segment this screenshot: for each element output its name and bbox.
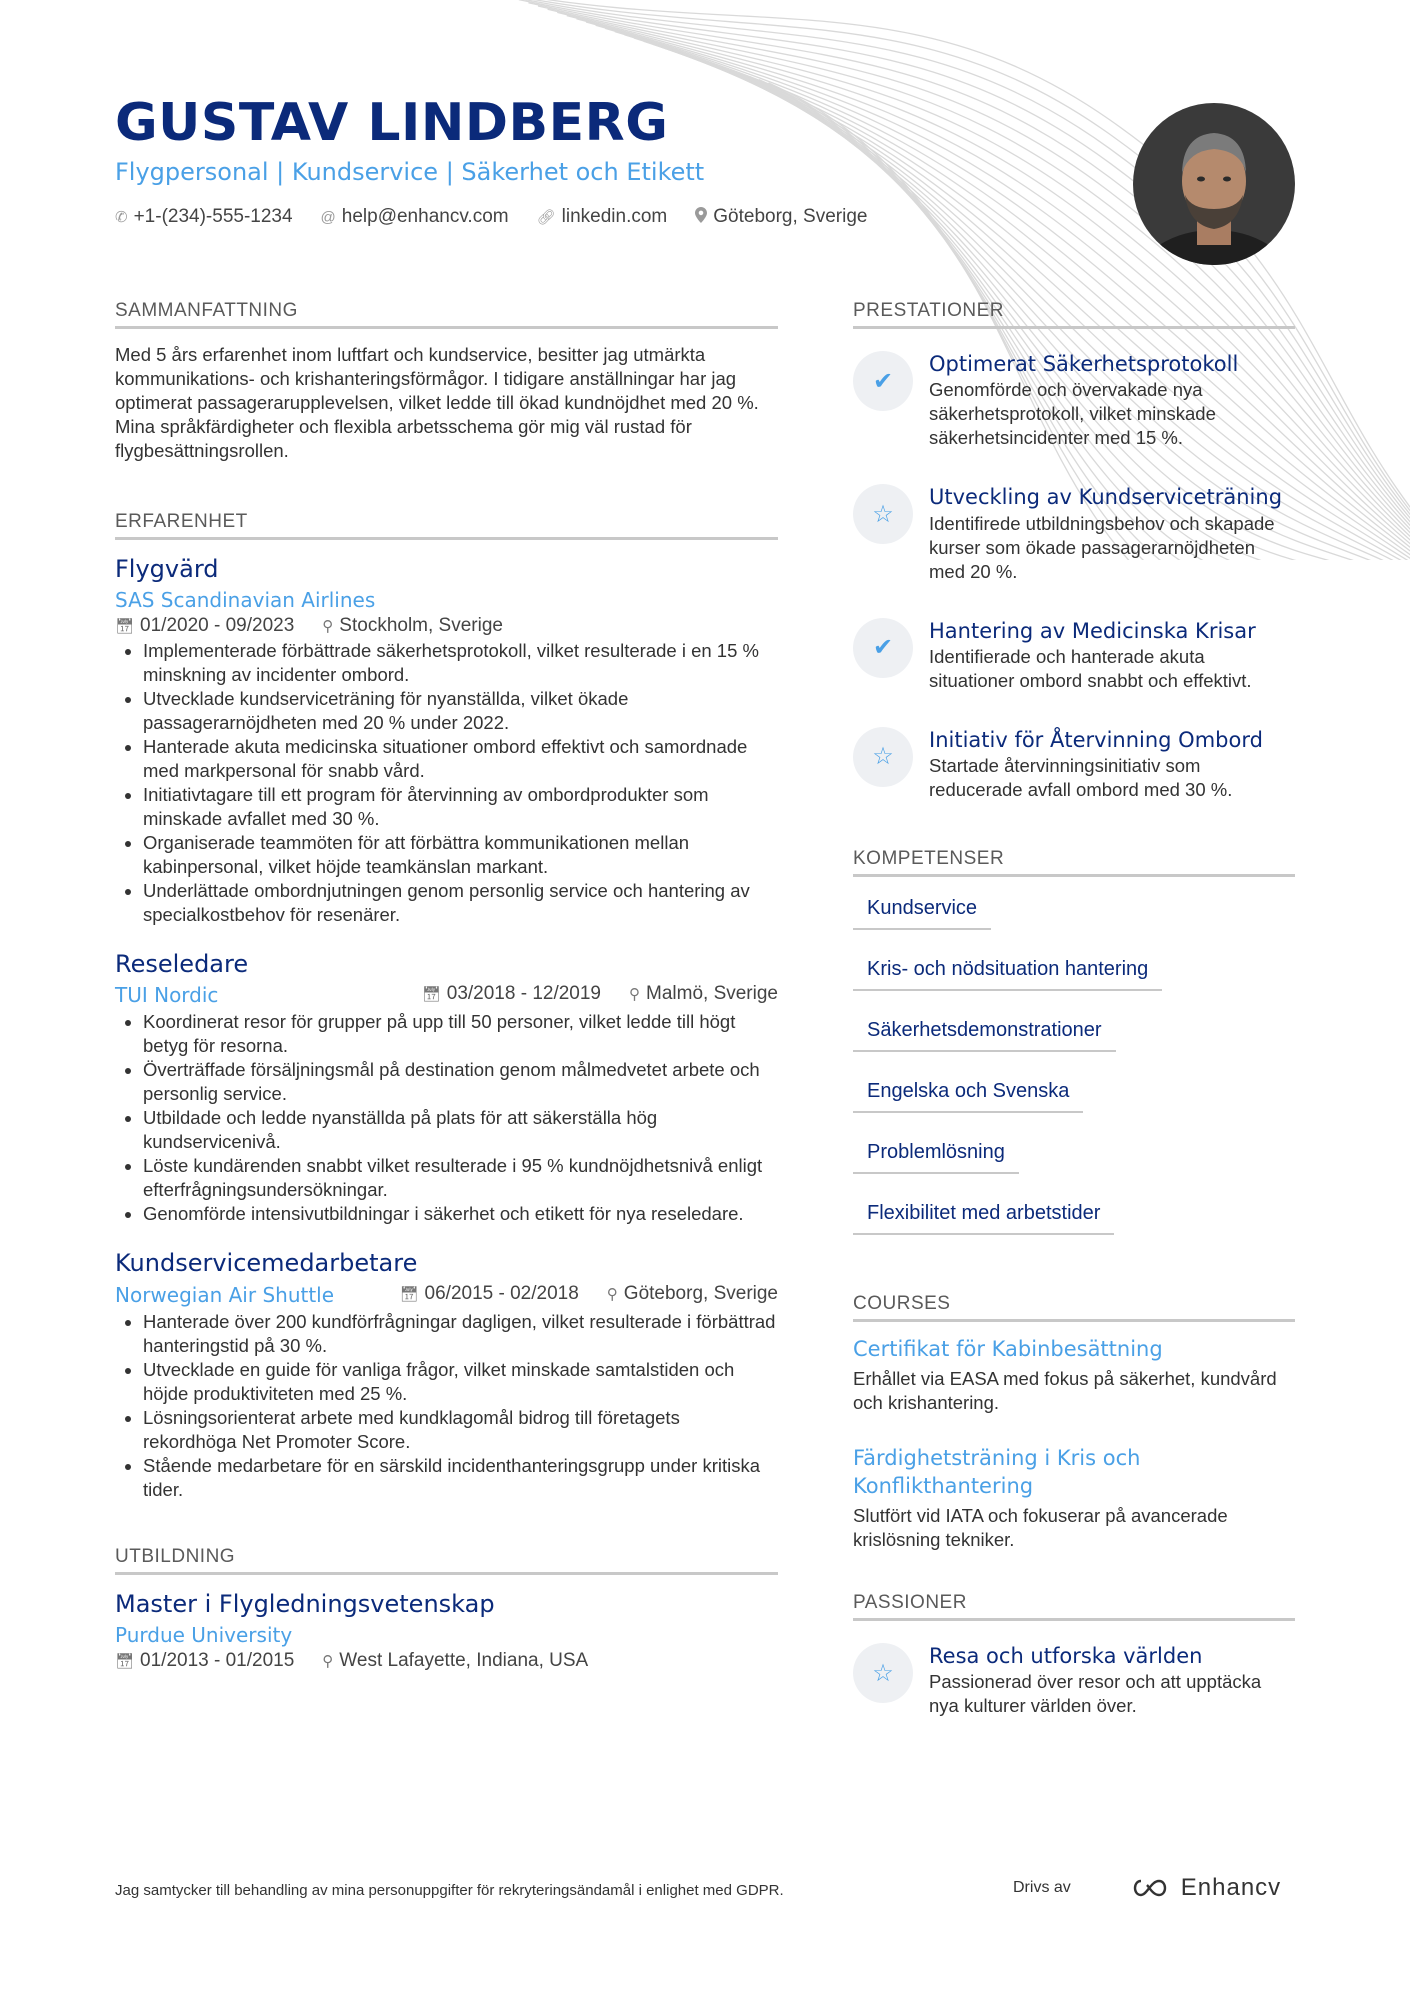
education-meta	[115, 1650, 778, 1672]
job-bullet: • Hanterade akuta medicinska situationer ombord effektivt och samordnade med markpersonal för snabb vård.	[143, 735, 778, 783]
job-dates-text: 03/2018 - 12/2019	[446, 983, 601, 1005]
enhancv-logo[interactable]	[1129, 1874, 1281, 1902]
section-title-passions: PASSIONER	[853, 1592, 1295, 1621]
education-location-text: West Lafayette, Indiana, USA	[339, 1649, 589, 1671]
job-bullet: • Genomförde intensivutbildningar i säkerhet och etikett för nya reseledare.	[143, 1202, 778, 1226]
skill-tag: Kundservice	[853, 891, 991, 930]
footer-consent: Jag samtycker till behandling av mina personuppgifter för rekryteringsändamål i enlighet med GDPR.	[115, 1882, 784, 1899]
job-bullet: • Hanterade över 200 kundförfrågningar dagligen, vilket resulterade i förbättrad hanteringstid på 30 %.	[143, 1310, 778, 1358]
location-pin-icon: ⚲	[322, 618, 334, 636]
education-location	[322, 1650, 588, 1672]
achievement-item	[853, 484, 1295, 583]
job-bullet: • Utbildade och ledde nyanställda på plats för att säkerställa hög kundservicenivå.	[143, 1106, 778, 1154]
job-bullet: • Implementerade förbättrade säkerhetsprotokoll, vilket resulterade i en 15 % minskning av incidenter ombord.	[143, 639, 778, 687]
course-desc: Slutfört vid IATA och fokuserar på avancerade krislösning tekniker.	[853, 1505, 1228, 1551]
candidate-name: GUSTAV LINDBERG	[115, 93, 669, 153]
skill-tag: Säkerhetsdemonstrationer	[853, 1013, 1116, 1052]
job-dates-text: 01/2020 - 09/2023	[140, 615, 295, 637]
achievement-title: Hantering av Medicinska Krisar	[929, 618, 1256, 643]
job-bullet: • Koordinerat resor för grupper på upp till 50 personer, vilket ledde till högt betyg för resorna.	[143, 1010, 778, 1058]
course-desc: Erhållet via EASA med fokus på säkerhet, kundvård och krishantering.	[853, 1368, 1277, 1414]
calendar-icon: 📅︎	[421, 986, 441, 1004]
course-title: Färdighetsträning i Kris och Konflikthantering	[853, 1446, 1141, 1498]
right-column	[853, 300, 1295, 1752]
section-title-courses: COURSES	[853, 1293, 1295, 1322]
star-icon: ☆	[853, 484, 913, 544]
powered-by-label: Drivs av	[1013, 1879, 1071, 1896]
job-company: SAS Scandinavian Airlines	[115, 588, 376, 613]
location-pin-icon	[695, 207, 707, 227]
summary-text: Med 5 års erfarenhet inom luftfart och kundservice, besitter jag utmärkta kommunikations- och krishanteringsförmågor. I tidigare anställningar har jag optimerat passagerarupplevelsen, vilket ledde till ökad kundnöjdhet med 20 %. Mina språkfärdigheter och flexibla arbetsschema gör mig väl rustad för flygbesättningsrollen.	[115, 344, 759, 461]
job-bullet: • Utvecklade kundserviceträning för nyanställda, vilket ökade passagerarnöjdheten med 20 % under 2022.	[143, 687, 778, 735]
left-column	[115, 300, 778, 1694]
achievement-item	[853, 618, 1295, 693]
job-entry	[115, 949, 778, 1226]
star-outline-icon: ☆	[853, 727, 913, 787]
job-bullets	[115, 1310, 778, 1502]
skill-tag: Engelska och Svenska	[853, 1074, 1083, 1113]
calendar-icon: 📅︎	[115, 1652, 135, 1670]
school-name: Purdue University	[115, 1622, 293, 1647]
location-text: Göteborg, Sverige	[713, 206, 868, 228]
job-dates	[422, 983, 601, 1005]
job-entry	[115, 554, 778, 927]
job-location-text: Göteborg, Sverige	[623, 1282, 778, 1304]
job-entry	[115, 1248, 778, 1501]
achievement-item	[853, 351, 1295, 450]
job-company-row	[115, 1280, 778, 1310]
job-title: Reseledare	[115, 950, 249, 979]
calendar-icon: 📅︎	[115, 618, 135, 636]
course-item	[853, 1445, 1295, 1552]
footer-brand	[1013, 1874, 1281, 1902]
job-bullet: • Initiativtagare till ett program för återvinning av ombordprodukter som minskade avfallet med 30 %.	[143, 783, 778, 831]
linkedin-text: linkedin.com	[561, 206, 668, 228]
job-bullet: • Lösningsorienterat arbete med kundklagomål bidrog till företagets rekordhöga Net Promoter Score.	[143, 1406, 778, 1454]
job-bullet: • Utvecklade en guide för vanliga frågor, vilket minskade samtalstiden och höjde produktiviteten med 25 %.	[143, 1358, 778, 1406]
skills-list	[853, 891, 1295, 1257]
section-title-education: UTBILDNING	[115, 1546, 778, 1575]
skill-tag: Kris- och nödsituation hantering	[853, 952, 1162, 991]
calendar-icon: 📅︎	[399, 1285, 419, 1303]
contact-row	[115, 206, 1115, 228]
job-bullets	[115, 639, 778, 927]
check-icon: ✔	[853, 351, 913, 411]
skill-tag: Flexibilitet med arbetstider	[853, 1196, 1114, 1235]
job-meta	[422, 983, 778, 1005]
achievement-desc: Identifirede utbildningsbehov och skapade kurser som ökade passagerarnöjdheten med 20 %.	[929, 512, 1275, 582]
email-text: help@enhancv.com	[341, 206, 509, 228]
job-bullet: • Stående medarbetare för en särskild incidenthanteringsgrupp under kritiska tider.	[143, 1454, 778, 1502]
job-location	[629, 983, 778, 1005]
job-location	[322, 615, 503, 637]
contact-phone[interactable]	[115, 206, 293, 228]
link-icon: 🔗︎	[536, 209, 556, 227]
job-meta	[115, 615, 778, 637]
job-bullets	[115, 1010, 778, 1226]
section-title-experience: ERFARENHET	[115, 511, 778, 540]
job-dates-text: 06/2015 - 02/2018	[424, 1282, 579, 1304]
location-pin-icon: ⚲	[629, 986, 640, 1004]
job-company: TUI Nordic	[115, 983, 219, 1008]
achievement-desc: Genomförde och övervakade nya säkerhetsprotokoll, vilket minskade säkerhetsincidenter med 15 %.	[929, 379, 1216, 449]
job-company-row	[115, 980, 778, 1010]
section-title-skills: KOMPETENSER	[853, 848, 1295, 877]
passion-desc: Passionerad över resor och att upptäcka nya kulturer världen över.	[929, 1671, 1262, 1717]
contact-location	[695, 206, 867, 228]
job-dates	[115, 615, 294, 637]
degree-title: Master i Flygledningsvetenskap	[115, 1589, 495, 1618]
location-pin-icon: ⚲	[322, 1652, 334, 1670]
resume-header	[115, 95, 1115, 228]
enhancv-logo-icon	[1129, 1877, 1173, 1899]
achievement-desc: Startade återvinningsinitiativ som reducerade avfall ombord med 30 %.	[929, 755, 1233, 801]
education-entry	[115, 1589, 778, 1672]
at-sign-icon: @	[320, 208, 336, 226]
achievement-title: Utveckling av Kundserviceträning	[929, 485, 1283, 510]
achievement-title: Optimerat Säkerhetsprotokoll	[929, 352, 1239, 376]
job-bullet: • Löste kundärenden snabbt vilket resulterade i 95 % kundnöjdhetsnivå enligt efterfrågningsundersökningar.	[143, 1154, 778, 1202]
section-title-summary: SAMMANFATTNING	[115, 300, 778, 329]
phone-icon: ✆	[115, 209, 128, 227]
phone-text: +1-(234)-555-1234	[133, 206, 293, 228]
course-item	[853, 1336, 1295, 1415]
section-title-achievements: PRESTATIONER	[853, 300, 1295, 329]
education-dates	[115, 1650, 294, 1672]
achievement-title: Initiativ för Återvinning Ombord	[929, 727, 1263, 752]
course-title: Certifikat för Kabinbesättning	[853, 1337, 1163, 1362]
passion-item	[853, 1643, 1295, 1718]
job-bullet: • Organiserade teammöten för att förbättra kommunikationen mellan kabinpersonal, vilket höjde teamkänslan markant.	[143, 831, 778, 879]
job-bullet: • Underlättade ombordnjutningen genom personlig service och hantering av specialkostbehov för resenärer.	[143, 879, 778, 927]
job-title: Flygvärd	[115, 555, 219, 583]
job-title: Kundservicemedarbetare	[115, 1249, 418, 1278]
candidate-subtitle: Flygpersonal | Kundservice | Säkerhet och Etikett	[115, 158, 705, 187]
avatar	[1133, 103, 1295, 265]
job-bullet: • Överträffade försäljningsmål på destination genom målmedvetet arbete och personlig service.	[143, 1058, 778, 1106]
achievement-desc: Identifierade och hanterade akuta situationer ombord snabbt och effektivt.	[929, 645, 1252, 691]
contact-email[interactable]	[321, 206, 509, 228]
achievement-item	[853, 727, 1295, 802]
passion-title: Resa och utforska världen	[929, 1644, 1203, 1669]
location-pin-icon: ⚲	[606, 1285, 618, 1303]
job-location-text: Malmö, Sverige	[646, 983, 778, 1005]
star-outline-icon: ☆	[853, 1643, 913, 1703]
skill-tag: Problemlösning	[853, 1135, 1019, 1174]
check-icon: ✔	[853, 618, 913, 678]
job-location	[607, 1283, 778, 1305]
enhancv-logo-text: Enhancv	[1180, 1874, 1282, 1901]
job-company: Norwegian Air Shuttle	[115, 1282, 335, 1307]
job-location-text: Stockholm, Sverige	[339, 615, 503, 637]
contact-linkedin[interactable]	[537, 206, 668, 228]
education-dates-text: 01/2013 - 01/2015	[140, 1649, 295, 1671]
job-dates	[400, 1283, 579, 1305]
job-meta	[400, 1283, 779, 1305]
